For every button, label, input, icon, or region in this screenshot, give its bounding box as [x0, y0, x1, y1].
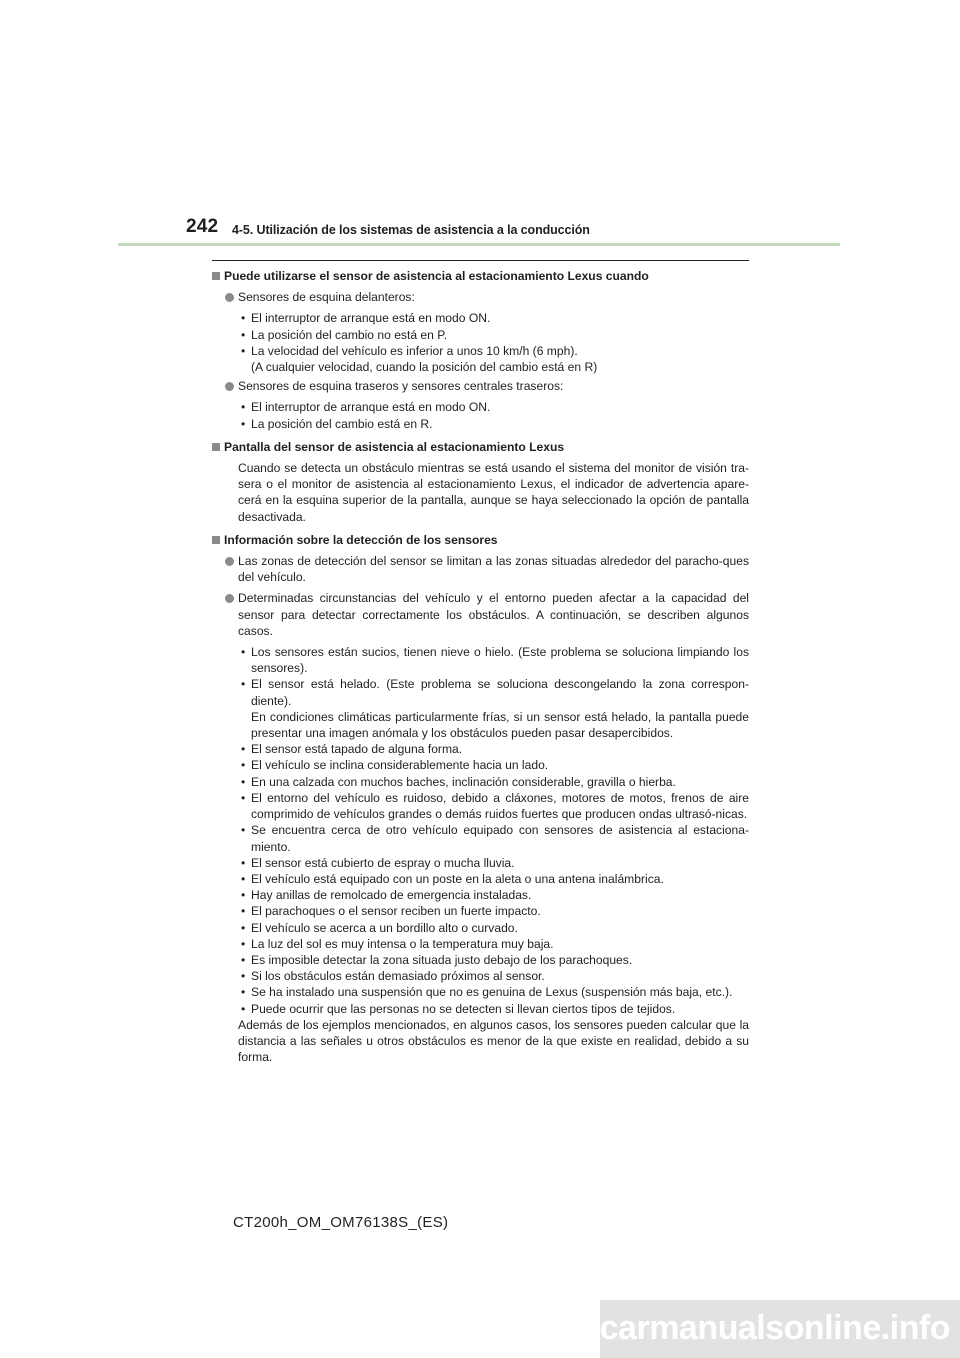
- heading-text: Pantalla del sensor de asistencia al estacionamiento Lexus: [224, 439, 565, 454]
- dot-bullet-icon: •: [241, 327, 246, 342]
- dot-bullet-icon: •: [241, 1001, 246, 1016]
- sub-bullet-item: [212, 871, 749, 887]
- sub-bullet-text: Es imposible detectar la zona situada justo debajo de los parachoques.: [251, 952, 633, 967]
- square-bullet-icon: [212, 536, 220, 544]
- section-heading: [212, 439, 749, 455]
- bullet-item: [212, 289, 749, 305]
- sub-bullet-text: El sensor está helado. (Este problema se soluciona descongelando la zona correspon-diente).: [251, 677, 749, 708]
- circle-bullet-icon: [225, 557, 234, 566]
- heading-text: Puede utilizarse el sensor de asistencia al estacionamiento Lexus cuando: [224, 269, 649, 283]
- header-divider: [118, 243, 840, 246]
- sub-bullet-item: [212, 1001, 749, 1017]
- dot-bullet-icon: •: [241, 920, 246, 935]
- sub-bullet-item: [212, 757, 749, 773]
- dot-bullet-icon: •: [241, 343, 246, 358]
- square-bullet-icon: [212, 272, 220, 280]
- sub-bullet-text: Si los obstáculos están demasiado próximos al sensor.: [251, 969, 545, 984]
- sub-bullet-text: El sensor está tapado de alguna forma.: [251, 742, 463, 757]
- bullet-text: Sensores de esquina traseros y sensores centrales traseros:: [238, 379, 564, 394]
- sub-bullet-text: El vehículo se inclina considerablemente hacia un lado.: [251, 758, 549, 773]
- sub-bullet-item: [212, 822, 749, 854]
- sub-bullet-item: [212, 887, 749, 903]
- sub-bullet-text: El vehículo está equipado con un poste en la aleta o una antena inalámbrica.: [251, 871, 664, 886]
- circle-bullet-icon: [225, 382, 234, 391]
- section-heading: [212, 532, 749, 548]
- watermark-band: [600, 1300, 960, 1358]
- sub-bullet-item: [212, 790, 749, 822]
- paragraph: [212, 460, 749, 525]
- sub-bullet-text: El interruptor de arranque está en modo ON.: [251, 311, 491, 326]
- sub-bullet-item: [212, 920, 749, 936]
- dot-bullet-icon: •: [241, 311, 246, 326]
- dot-bullet-icon: •: [241, 855, 246, 870]
- square-bullet-icon: [212, 443, 220, 451]
- sub-bullet-text: El entorno del vehículo es ruidoso, debido a cláxones, motores de motos, frenos de aire comprimido de vehículos grandes o demás ruidos fuertes que producen ondas ultrasó-nicas.: [251, 790, 749, 822]
- sub-bullet-item: [212, 952, 749, 968]
- sub-bullet-text: La posición del cambio no está en P.: [251, 327, 448, 342]
- sub-bullet-text: Hay anillas de remolcado de emergencia instaladas.: [251, 888, 532, 903]
- dot-bullet-icon: •: [241, 790, 246, 805]
- document-code: CT200h_OM_OM76138S_(ES): [233, 1214, 449, 1231]
- bullet-text: Sensores de esquina delanteros:: [238, 290, 415, 305]
- sub-bullet-text: Se encuentra cerca de otro vehículo equipado con sensores de asistencia al estaciona-miento.: [251, 823, 749, 854]
- dot-bullet-icon: •: [241, 645, 246, 660]
- dot-bullet-icon: •: [241, 774, 246, 789]
- paragraph-text: (A cualquier velocidad, cuando la posición del cambio está en R): [251, 360, 598, 375]
- dot-bullet-icon: •: [241, 904, 246, 919]
- sub-bullet-item: [212, 399, 749, 415]
- paragraph-text: Cuando se detecta un obstáculo mientras se está usando el sistema del monitor de visión tra-sera o el monitor de asistencia al estacionamiento Lexus, el indicador de advertencia apare-cerá en la esquina superior de la pantalla, aunque se haya seleccionado la opción de pantalla desactivada.: [238, 461, 749, 524]
- paragraph-text: En condiciones climáticas particularmente frías, si un sensor está helado, la pantalla puede presentar una imagen anómala y los obstáculos pueden pasar desapercibidos.: [251, 709, 749, 741]
- sub-paragraph: [212, 709, 749, 741]
- paragraph-text: Además de los ejemplos mencionados, en algunos casos, los sensores pueden calcular que la distancia a las señales u otros obstáculos es menor de la que existe en realidad, debido a su forma.: [238, 1017, 749, 1065]
- dot-bullet-icon: •: [241, 936, 246, 951]
- section-title: 4-5. Utilización de los sistemas de asistencia a la conducción: [232, 223, 590, 237]
- dot-bullet-icon: •: [241, 742, 246, 757]
- heading-text: Información sobre la detección de los sensores: [224, 532, 498, 547]
- dot-bullet-icon: •: [241, 416, 246, 431]
- sub-bullet-item: [212, 310, 749, 326]
- sub-bullet-text: Los sensores están sucios, tienen nieve o hielo. (Este problema se soluciona limpiando los sensores).: [251, 645, 749, 676]
- sub-bullet-item: [212, 644, 749, 676]
- sub-bullet-item: [212, 984, 749, 1000]
- sub-bullet-text: La velocidad del vehículo es inferior a unos 10 km/h (6 mph).: [251, 343, 578, 358]
- dot-bullet-icon: •: [241, 952, 246, 967]
- sub-bullet-text: El interruptor de arranque está en modo ON.: [251, 400, 491, 415]
- sub-bullet-item: [212, 936, 749, 952]
- sub-bullet-text: Se ha instalado una suspensión que no es genuina de Lexus (suspensión más baja, etc.).: [251, 985, 733, 1000]
- page-number: 242: [186, 216, 219, 237]
- dot-bullet-icon: •: [241, 758, 246, 773]
- section-heading: [212, 268, 749, 284]
- sub-bullet-item: [212, 968, 749, 984]
- bullet-text: Determinadas circunstancias del vehículo y el entorno pueden afectar a la capacidad del sensor para detectar correctamente los obstáculos. A continuación, se describen algunos casos.: [238, 591, 749, 638]
- sub-bullet-item: [212, 774, 749, 790]
- bullet-item: [212, 378, 749, 394]
- sub-bullet-item: [212, 343, 749, 359]
- dot-bullet-icon: •: [241, 871, 246, 886]
- dot-bullet-icon: •: [241, 969, 246, 984]
- bullet-text: Las zonas de detección del sensor se limitan a las zonas situadas alrededor del paracho-ques del vehículo.: [238, 554, 749, 585]
- sub-bullet-text: El vehículo se acerca a un bordillo alto o curvado.: [251, 920, 518, 935]
- sub-bullet-text: El sensor está cubierto de espray o mucha lluvia.: [251, 855, 515, 870]
- paragraph: [212, 1017, 749, 1066]
- watermark-text: carmanualsonline.info: [599, 1309, 950, 1347]
- sub-bullet-item: [212, 855, 749, 871]
- sub-bullet-item: [212, 327, 749, 343]
- bullet-item: [212, 553, 749, 585]
- sub-bullet-text: La luz del sol es muy intensa o la temperatura muy baja.: [251, 936, 554, 951]
- sub-paragraph: [212, 359, 749, 375]
- content-divider: [212, 260, 749, 261]
- sub-bullet-item: [212, 903, 749, 919]
- dot-bullet-icon: •: [241, 677, 246, 692]
- dot-bullet-icon: •: [241, 400, 246, 415]
- bullet-item: [212, 590, 749, 639]
- dot-bullet-icon: •: [241, 888, 246, 903]
- dot-bullet-icon: •: [241, 985, 246, 1000]
- page-header: [0, 0, 960, 250]
- main-content: [212, 268, 749, 1065]
- sub-bullet-text: El parachoques o el sensor reciben un fuerte impacto.: [251, 904, 541, 919]
- sub-bullet-text: En una calzada con muchos baches, inclinación considerable, gravilla o hierba.: [251, 774, 676, 789]
- sub-bullet-item: [212, 676, 749, 708]
- sub-bullet-text: La posición del cambio está en R.: [251, 416, 433, 431]
- sub-bullet-item: [212, 741, 749, 757]
- circle-bullet-icon: [225, 293, 234, 302]
- dot-bullet-icon: •: [241, 823, 246, 838]
- sub-bullet-item: [212, 416, 749, 432]
- sub-bullet-text: Puede ocurrir que las personas no se detecten si llevan ciertos tipos de tejidos.: [251, 1001, 676, 1016]
- circle-bullet-icon: [225, 594, 234, 603]
